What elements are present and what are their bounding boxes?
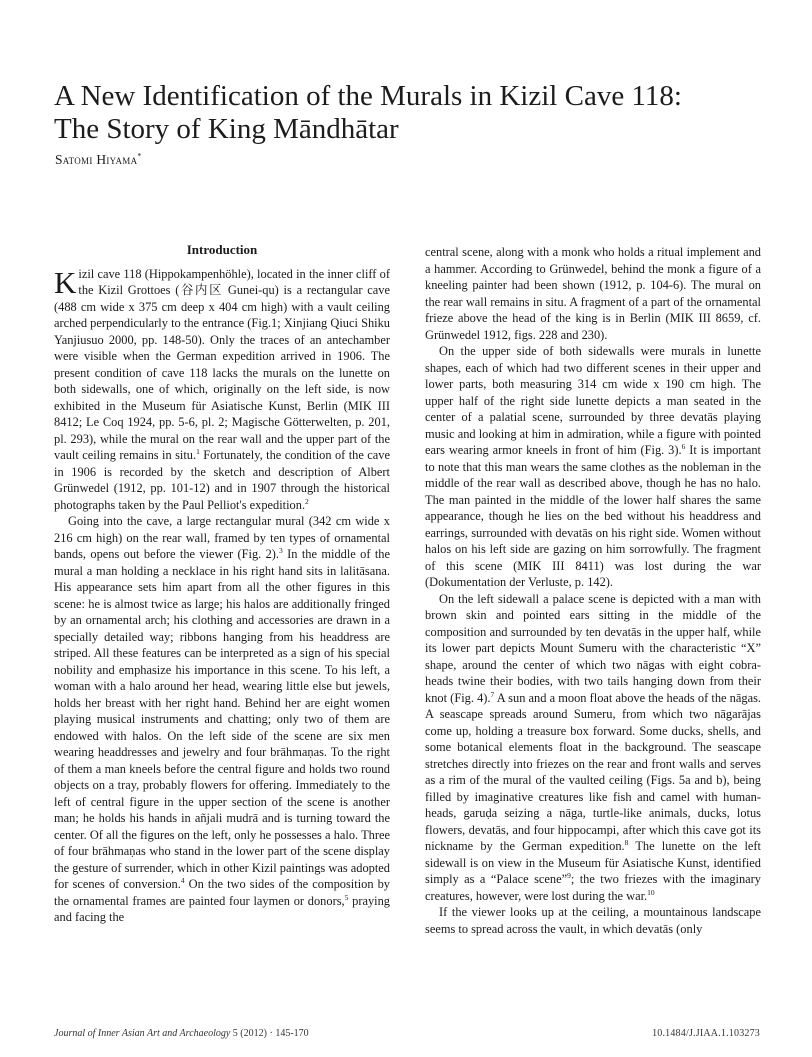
drop-cap: K xyxy=(54,264,77,300)
right-column xyxy=(425,244,761,1024)
section-heading: Introduction xyxy=(186,242,258,257)
footnote-ref: 5 xyxy=(344,892,349,902)
footnote-ref: 8 xyxy=(624,837,629,847)
left-column xyxy=(54,240,390,1020)
paragraph: On the left sidewall a palace scene is depicted with a man with brown skin and pointed ears sitting in the middle of the composition and surrounded by ten devatās in the upper half, while its lower part depicts Mount Sumeru with the characteristic “X” shape, around the center of which two nāgas with eight cobra-heads twine their bodies, with two tails hanging down from their knot (Fig. 4).$^7$ A sun and a moon float above the heads of the nāgas. A seascape spreads around Sumeru, from which two nāgarājas come up, holding a treasure box forward. Some ducks, shells, and some botanical elements float in the background. The seascape stretches directly into friezes on the rear and front walls and serves as a rim of the mural of the vaulted ceiling (Figs. 5a and b), being filled by imaginative creatures like fish and camel with human-heads, garuḍa seizing a nāga, turtle-like animals, ducks, lotus flowers, devatās, and four hippocampi, after which this cave got its nickname by the German expedition.$^8$ The lunette on the left sidewall is on view in the Museum für Asiatische Kunst, identified simply as a “Palace scene”$^9$; the two friezes with the imaginary creatures, however, were lost during the war.$^{10}$ xyxy=(425,591,761,903)
footnote-ref: 10 xyxy=(647,887,655,897)
paragraph: Kizil cave 118 (Hippokampenhöhle), located in the inner cliff of the Kizil Grottoes (谷内区 Gunei-qu) is a rectangular cave (488 cm wide x 375 cm deep x 404 cm high) with a vault ceiling arched perpendicularly to the entrance (Fig.1; Xinjiang Qiuci Shiku Yanjiusuo 2000, pp. 148-50). Only the traces of an antechamber were visible when the German expedition arrived in 1906. The present condition of cave 118 lacks the murals on the lunette on both sidewalls, one of which, originally on the left side, is now exhibited in the Museum für Asiatische Kunst, Berlin (MIK III 8412; Le Coq 1924, pp. 5-6, pl. 2; Magische Götterwelten, p. 201, pl. 293), while the mural on the rear wall and the upper part of the vault ceiling remains in situ.$^1$ Fortunately, the condition of the cave in 1906 is recorded by the sketch and description of Albert Grünwedel (1912, pp. 101-12) and in 1907 through the historical photographs taken by the Paul Pelliot's expedition.$^2$ xyxy=(54,264,390,512)
footnote-ref: 3 xyxy=(279,545,283,555)
paragraph: Going into the cave, a large rectangular mural (342 cm wide x 216 cm high) on the rear wall, framed by ten types of ornamental bands, opens out before the viewer (Fig. 2).$^3$ In the middle of the mural a man holding a necklace in his right hand sits in lalitāsana. His appearance sets him apart from all the other figures in this scene: he is almost twice as large; his halos are additionally fringed by an ornamental arch; his clothing and accessories are drawn in a specially detailed way; ribbons hanging from his headdress are striped. All these features can be interpreted as a sign of his special nobility and emphasize his importance in this scene. To his left, a woman with a halo around her head, wearing little else but jewels, holds her breast with her right hand. Behind her are eight women playing musical instruments and chatting; only two of them are endowed with halos. On the left side of the scene are six men wearing headdresses and jewelry and four brāhmaṇas. To the right of them a man kneels before the central figure and holds two round objects on a tray, probably flowers for offering. Immediately to the left of central figure in the upper section of the scene is another man; he holds his hands in añjali mudrā and is turning toward the center. Of all the figures on the left, only he possesses a halo. Three of four brāhmaṇas who stand in the lower part of the scene display the gesture of surrender, which in other Kizil paintings was adopted for scenes of conversion.$^4$ On the two sides of the composition by the ornamental frames are painted four laymen or donors,$^5$ praying and facing the xyxy=(54,514,390,924)
title-line-1: A New Identification of the Murals in Kizil Cave 118: xyxy=(54,80,682,112)
footnote-ref: 1 xyxy=(196,446,200,456)
paragraph: On the upper side of both sidewalls were murals in lunette shapes, each of which had two different scenes in their upper and lower parts, both measuring 314 cm wide x 190 cm high. The upper half of the right side lunette depicts a man seated in the center of a palatial scene, surrounded by three devatās playing music and looking at him in admiration, while a figure with pointed ears wearing armor kneels in front of him (Fig. 3).$^6$ It is important to note that this man wears the same clothes as the nobleman in the middle of the rear wall as described above, though he has no halo. The man painted in the middle of the lower half shares the same appearance, though he lies on the bed without his headdress and earrings, surrounded with devatās on his right side. Women without halos on his left side are gazing on him sorrowfully. The fragment of this scene (MIK III 8411) was lost during the war (Dokumentation der Verluste, p. 142). xyxy=(425,344,761,589)
author-name: Satomi Hiyama* xyxy=(55,151,142,167)
footnote-ref: 4 xyxy=(180,875,185,885)
footnote-ref: 7 xyxy=(490,689,495,699)
footnote-ref: 2 xyxy=(305,496,309,506)
journal-citation: Journal of Inner Asian Art and Archaeology 5 (2012) · 145-170 xyxy=(54,1028,309,1039)
paragraph: central scene, along with a monk who holds a ritual implement and a hammer. According to Grünwedel, behind the monk a figure of a kneeling painter had been shown (1912, p. 104-6). The mural on the rear wall remains in situ. A fragment of a part of the ornamental frieze above the head of the king is in Berlin (MIK III 8659, cf. Grünwedel 1912, figs. 228 and 230). xyxy=(425,245,761,342)
article-title xyxy=(54,80,774,146)
doi: 10.1484/J.JIAA.1.103273 xyxy=(652,1028,760,1039)
footnote-ref: 9 xyxy=(567,870,571,880)
title-line-2: The Story of King Māndhātar xyxy=(54,113,399,145)
footnote-ref: 6 xyxy=(681,441,686,451)
paragraph: If the viewer looks up at the ceiling, a mountainous landscape seems to spread across the vault, in which devatās (only xyxy=(425,905,761,936)
